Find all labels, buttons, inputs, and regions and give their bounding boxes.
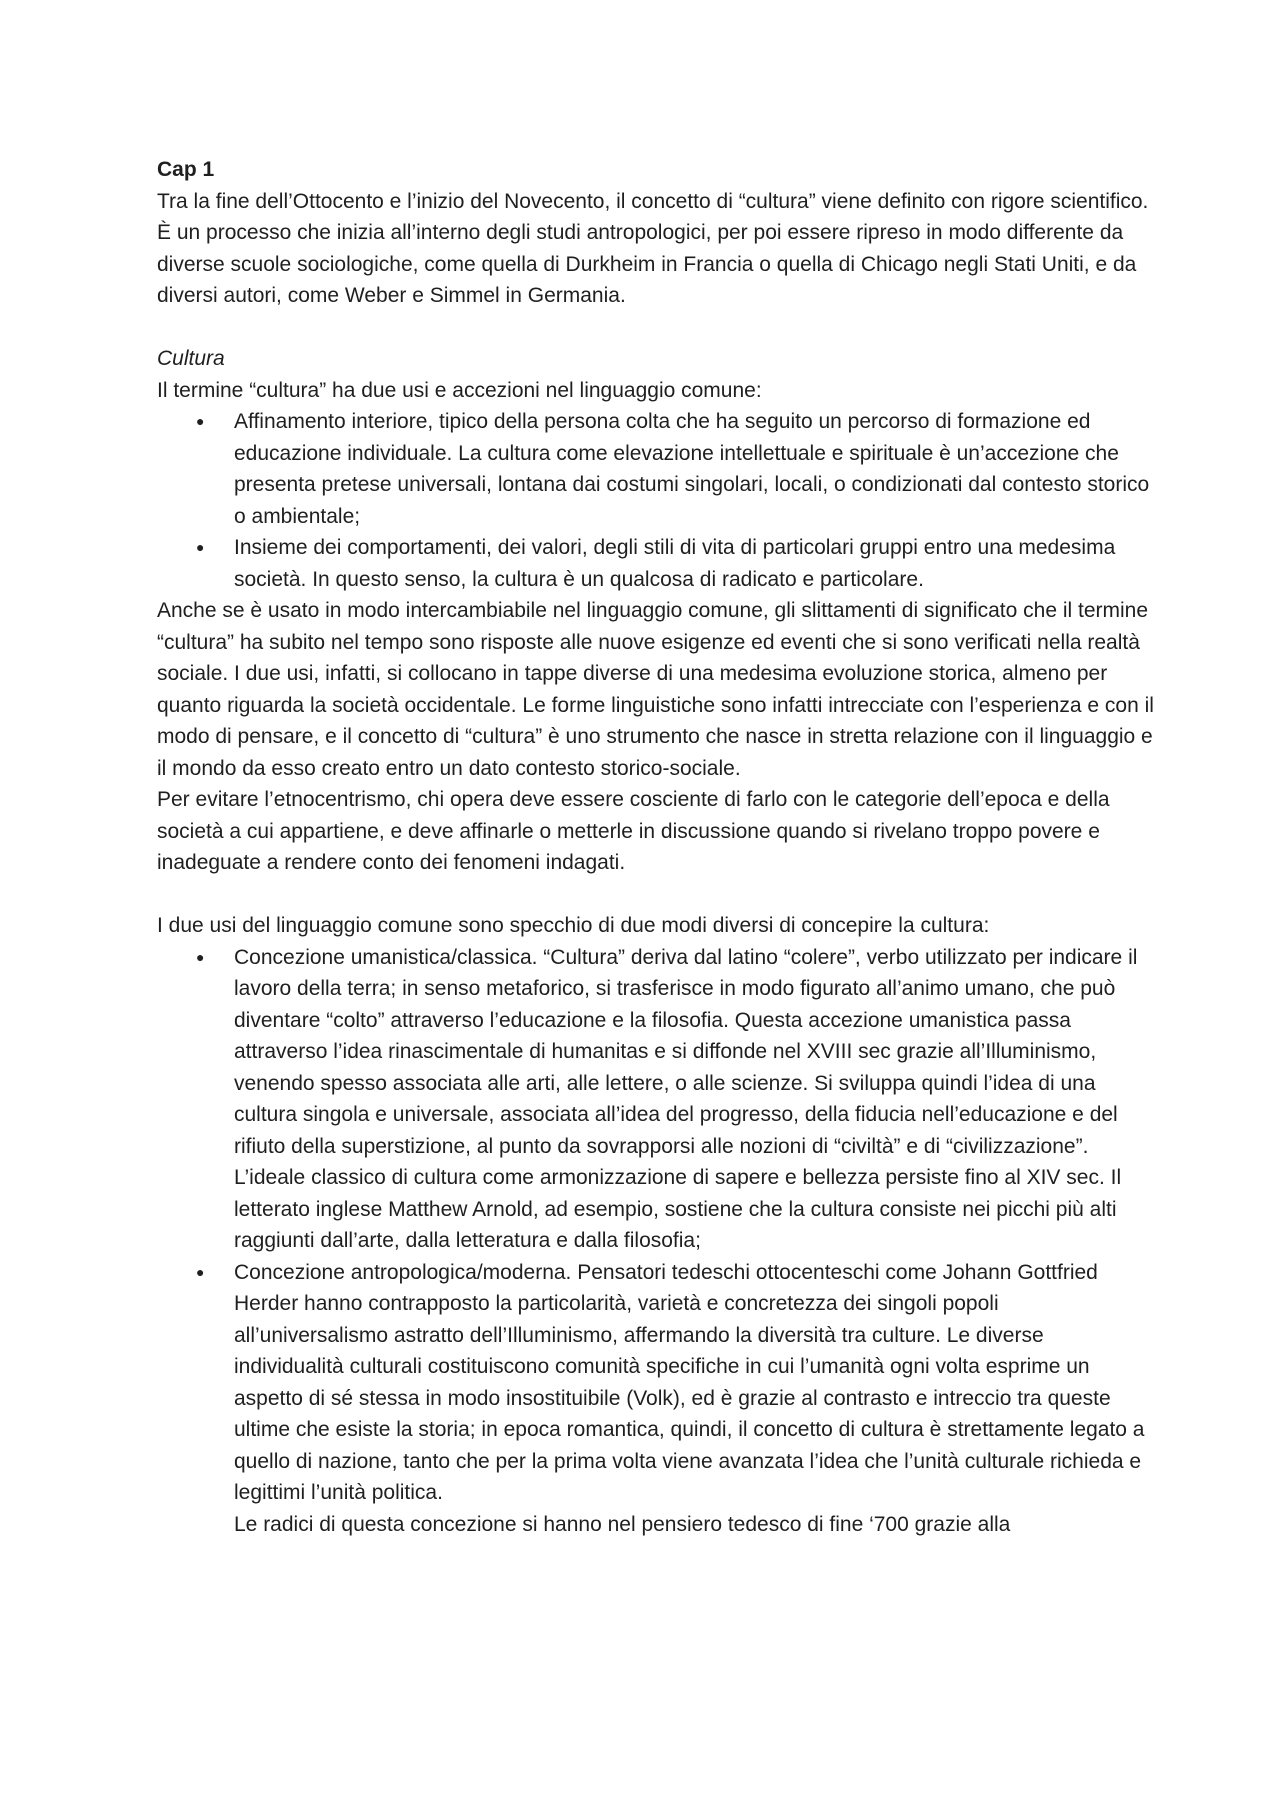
- chapter-heading: Cap 1: [157, 158, 215, 181]
- spacer: [157, 312, 1157, 344]
- list-item: [196, 406, 1157, 532]
- spacer: [157, 879, 1157, 911]
- slittamenti-paragraph: Anche se è usato in modo intercambiabile nel linguaggio comune, gli slittamenti di significato che il termine “cultura” ha subito nel tempo sono risposte alle nuove esigenze ed eventi che si sono verificati nella realtà sociale. I due usi, infatti, si collocano in tappe diverse di una medesima evoluzione storica, almeno per quanto riguarda la società occidentale. Le forme linguistiche sono infatti intrecciate con l’esperienza e con il modo di pensare, e il concetto di “cultura” è uno strumento che nasce in stretta relazione con il linguaggio e il mondo da esso creato entro un dato contesto storico-sociale.: [157, 599, 1154, 780]
- bullet-icon: ●: [196, 948, 205, 965]
- list-item: [196, 1257, 1157, 1541]
- etnocentrismo-paragraph: Per evitare l’etnocentrismo, chi opera deve essere cosciente di farlo con le categorie dell’epoca e della società a cui appartiene, e deve affinarle o metterle in discussione quando si rivelano troppo povere e inadeguate a rendere conto dei fenomeni indagati.: [157, 788, 1110, 874]
- concezioni-intro: I due usi del linguaggio comune sono specchio di due modi diversi di concepire la cultura:: [157, 914, 990, 937]
- list-item-text: Concezione antropologica/moderna. Pensatori tedeschi ottocenteschi come Johann Gottfried Herder hanno contrapposto la particolarità, varietà e concretezza dei singoli popoli all’universalismo astratto dell’Illuminismo, affermando la diversità tra culture. Le diverse individualità culturali costituiscono comunità specifiche in cui l’umanità ogni volta esprime un aspetto di sé stessa in modo insostituibile (Volk), ed è grazie al contrasto e intreccio tra queste ultime che esiste la storia; in epoca romantica, quindi, il concetto di cultura è strettamente legato a quello di nazione, tanto che per la prima volta viene avanzata l’idea che l’unità culturale richieda e legittimi l’unità politica.: [234, 1260, 1145, 1504]
- section-title: Cultura: [157, 347, 225, 370]
- list-item: [196, 942, 1157, 1257]
- document-page: [157, 154, 1157, 1540]
- intro-paragraph: Tra la fine dell’Ottocento e l’inizio del Novecento, il concetto di “cultura” viene definito con rigore scientifico. È un processo che inizia all’interno degli studi antropologici, per poi essere ripreso in modo differente da diverse scuole sociologiche, come quella di Durkheim in Francia o quella di Chicago negli Stati Uniti, e da diversi autori, come Weber e Simmel in Germania.: [157, 189, 1149, 307]
- list-item: [196, 532, 1157, 595]
- usi-intro: Il termine “cultura” ha due usi e accezioni nel linguaggio comune:: [157, 378, 762, 402]
- concezioni-list: [157, 942, 1157, 1541]
- list-item-text: Insieme dei comportamenti, dei valori, degli stili di vita di particolari gruppi entro una medesima società. In questo senso, la cultura è un qualcosa di radicato e particolare.: [234, 536, 1116, 591]
- list-item-text: Concezione umanistica/classica. “Cultura” deriva dal latino “colere”, verbo utilizzato per indicare il lavoro della terra; in senso metaforico, si trasferisce in modo figurato all’animo umano, che può diventare “colto” attraverso l’educazione e la filosofia. Questa accezione umanistica passa attraverso l’idea rinascimentale di humanitas e si diffonde nel XVIII sec grazie all’Illuminismo, venendo spesso associata alle arti, alle lettere, o alle scienze. Si sviluppa quindi l’idea di una cultura singola e universale, associata all’idea del progresso, della fiducia nell’educazione e del rifiuto della superstizione, al punto da sovrapporsi alle nozioni di “civiltà” e di “civilizzazione”. L’ideale classico di cultura come armonizzazione di sapere e bellezza persiste fino al XIV sec. Il letterato inglese Matthew Arnold, ad esempio, sostiene che la cultura consiste nei picchi più alti raggiunti dall’arte, dalla letteratura e dalla filosofia;: [234, 945, 1138, 1252]
- bullet-icon: ●: [196, 413, 205, 429]
- bullet-icon: ●: [196, 1263, 205, 1280]
- usi-list: [157, 406, 1157, 595]
- list-item-text: Affinamento interiore, tipico della persona colta che ha seguito un percorso di formazione ed educazione individuale. La cultura come elevazione intellettuale e spirituale è un’accezione che presenta pretese universali, lontana dai costumi singolari, locali, o condizionati dal contesto storico o ambientale;: [234, 410, 1150, 528]
- list-item-continuation: Le radici di questa concezione si hanno nel pensiero tedesco di fine ‘700 grazie alla: [234, 1512, 1011, 1536]
- bullet-icon: ●: [196, 539, 205, 555]
